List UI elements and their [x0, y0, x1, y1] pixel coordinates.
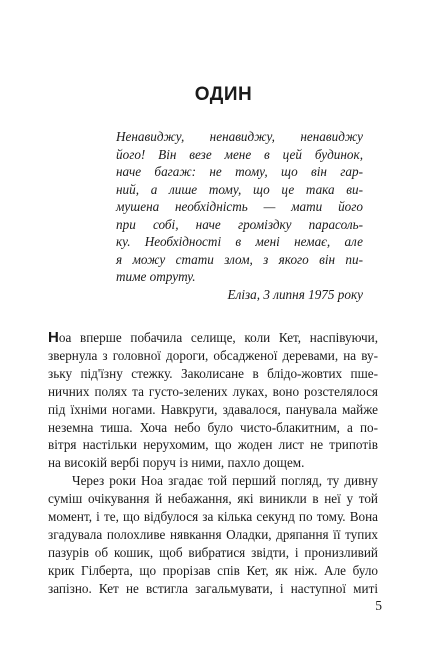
epigraph-line: його! Він везе мене в цей будинок,	[116, 146, 363, 162]
paragraph-line: згадувала полохливе нявкання Оладки, дряпання її тупих	[48, 526, 378, 542]
body-text	[48, 329, 378, 598]
epigraph	[116, 128, 363, 303]
epigraph-line: тиме отруту.	[116, 269, 196, 284]
paragraph-line: на високій вербі поруч із ними, пахло дощем.	[48, 455, 305, 471]
paragraph-line	[48, 329, 378, 347]
paragraph-line: момент, і те, що відбулося за кілька секунд по тому. Вона	[48, 509, 378, 525]
epigraph-line: Ненавиджу, ненавиджу, ненавиджу	[116, 129, 363, 144]
paragraph-line: неземна тиша. Хоча небо було чисто-блакитним, а по-	[48, 419, 378, 435]
epigraph-line: мушена необхідність — мати його	[116, 199, 363, 214]
paragraph-line: суміш очікування й небажання, які виникли в неї у той	[48, 491, 378, 507]
paragraph-line: вітря настільки нерухомим, що жоден лист не трипотів	[48, 437, 378, 453]
chapter-title: ОДИН	[194, 84, 253, 105]
epigraph-line: ку. Необхідності в мені немає, але	[116, 234, 363, 249]
epigraph-line: при собі, наче громіздку парасоль-	[116, 216, 363, 232]
drop-cap: Н	[48, 329, 59, 346]
paragraph-line: пазурів об кошик, щоб вибратися звідти, і пронизливий	[48, 544, 378, 560]
epigraph-line: я можу стати злом, з якого він пи-	[116, 251, 363, 267]
page-number: 5	[375, 598, 382, 613]
paragraph-line: запізно. Кет не встигла загальмувати, і наступної миті	[48, 580, 378, 596]
epigraph-attribution: Еліза, 3 липня 1975 року	[227, 286, 363, 302]
paragraph-line: Через роки Ноа згадає той перший погляд, ту дивну	[72, 473, 378, 489]
paragraph-line: під їхніми ногами. Навкруги, здавалося, панувала майже	[48, 401, 378, 417]
paragraph-line-text: оа вперше побачила селище, коли Кет, наспівуючи,	[58, 330, 378, 345]
epigraph-line: ний, а лише тому, що це така ви-	[116, 181, 363, 197]
epigraph-line: наче багаж: не тому, що він гар-	[116, 164, 363, 179]
paragraph-line: зьку під'їзну стежку. Заколисане в блідо-жовтих пше-	[48, 365, 378, 381]
paragraph-line: звернула з головної дороги, обсадженої деревами, на ву-	[48, 347, 378, 363]
paragraph-line: крик Гілберта, що прорізав спів Кет, як ніж. Але було	[48, 562, 378, 578]
paragraph-line: ничних полях та густо-зелених луках, воно розстелялося	[48, 383, 378, 399]
